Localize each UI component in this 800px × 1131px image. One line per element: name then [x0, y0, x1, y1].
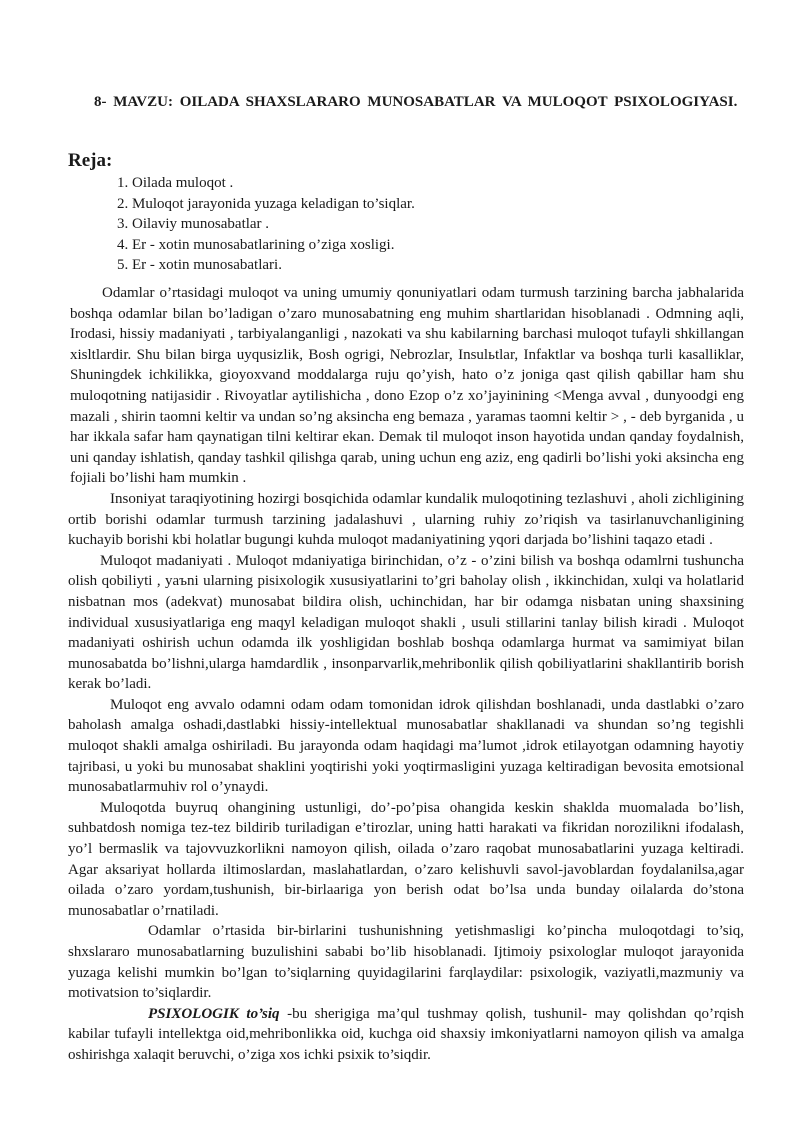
document-title: 8- MAVZU: OILADA SHAXSLARARO MUNOSABATLAR VA MULOQOT PSIXOLOGIYASI. [94, 94, 738, 110]
body-paragraph: Muloqotda buyruq ohangining ustunligi, do’-po’pisa ohangida keskin shaklda muomalada bo’lish, suhbatdosh nomiga tez-tez bildirib turiladigan e’tirozlar, uning hatti harakati va fikridan norozilikni ifodalash, yo’l bermaslik va tajovvuzkorlikni namoyon qilish, oilada o’zaro raqobat munosabatlarini yuzaga keltiradi. Agar aksariyat hollarda iltimoslardan, maslahatlardan, o’zaro kelishuvli savol-javoblardan foydalanilsa,agar oilada o’zaro yordam,tushunish, bir-birlaariga yon berish odat bo’lsa unda bunday oilalarda do’stona munosabatlar o’rnatiladi. [68, 799, 744, 919]
body-paragraph: Odamlar o’rtasida bir-birlarini tushunishning yetishmasligi ko’pincha muloqotdagi to’siq, shxslararo munosabatlarning buzulishini sababi bo’lib hisoblanadi. Ijtimoiy psixologlar muloqot jarayonida yuzaga kelishi mumkin bo’lgan to’siqlarning quyidagilarini farqlaydilar: psixologik, vaziyatli,mazmuniy va motivatsion to’siqlardir. [68, 923, 744, 1002]
body-paragraph: Insoniyat taraqiyotining hozirgi bosqichida odamlar kundalik muloqotining tezlashuvi , aholi zichligining ortib borishi odamlar turmush tarzining jadalashuvi , ularning ruhiy zo’riqish va tasirlanuvchanligining kuchayib borishi kbi holatlar bugungi kuhda muloqot madaniyatining yqori darjada bo’lishini taqazo etadi . [68, 490, 744, 549]
plan-item: 1. Oilada muloqot . [117, 175, 234, 191]
plan-item: 4. Er - xotin munosabatlarining o’ziga xosligi. [117, 236, 395, 253]
term-psixologik-tosiq: PSIXOLOGIK to’siq [148, 1005, 280, 1022]
plan-heading: Reja: [68, 150, 113, 171]
body-paragraph-definition [68, 1004, 744, 1066]
plan-item: 5. Er - xotin munosabatlari. [117, 257, 282, 274]
document-body [68, 283, 744, 1066]
plan-item: 2. Muloqot jarayonida yuzaga keladigan to’siqlar. [117, 195, 415, 212]
plan-list [117, 173, 415, 276]
body-paragraph: Muloqot madaniyati . Muloqot mdaniyatiga birinchidan, o’z - o’zini bilish va boshqa odamlrni tushuncha olish qobiliyti , yaъni ularning pisixologik xususiyatlarini to’gri baholay olish , ikkinchidan, xulqi va holatlarid nisbatnan mos (adekvat) munosabat bildira olish, uchinchidan, har bir odamga nisbatan uning shaxsining individual xususiyatlariga eng maqyl keladigan muloqot shakli , usuli stillarini tanlay bilish kiradi . Muloqot madaniyati oshirish uchun odamda ilk yoshligidan boshlab boshqa odamlarga hurmat va samimiyat bilan munosabatda bo’lishni,ularga hamdardlik , insonparvarlik,mehribonlik qilish qobiliyatlarini shakllantirib borish kerak bo’ladi. [68, 552, 744, 693]
body-paragraph: Odamlar o’rtasidagi muloqot va uning umumiy qonuniyatlari odam turmush tarzining barcha jabhalarida boshqa odamlar bilan bo’ladigan o’zaro munosabatning eng muhim shartlaridan hisoblanadi . Odmning aqli, Irodasi, hissiy madaniyati , tarbiyalanganligi , nazokati va shu kabilarning barchasi muloqot tufayli shkillangan xisltlardir. Shu bilan birga uyqusizlik, Bosh ogrigi, Nebrozlar, Insulьtlar, Infaktlar va boshqa turli kasalliklar, Shuningdek ichkilikka, gioyoxvand moddalarga ruju qo’yish, hato o’z joniga qast qilish qabillar ham shu muloqotning natijasidir . Rivoyatlar aytilishicha , dono Ezop o’z xo’jayinining <Menga avval , dunyoodgi eng mazali , shirin taomni keltir va undan so’ng aksincha eng bemaza , yaramas taomni keltir > , - deb byrganida , u har ikkala safar ham qaynatigan tilni keltirar ekan. Demak til muloqot inson hayotida undan qanday foydalnish, uni qanday ishlatish, qanday tashkil qilishga qarab, uning uchun eng aziz, eng qadirli bo’lishi yoki aksincha eng fojiali bo’lishi ham mumkin . [70, 285, 744, 487]
definition-text: -bu sherigiga ma’qul tushmay qolish, tushunil- may qolishdan qo’rqish kabilar tufayli intellektga oid,mehribonlikka oid, kuchga oid shaxsiy imkoniyatlarni namoyon qilish va amalga oshirishga xalaqit beruvchi, o’ziga xos ichki psixik to’siqdir. [68, 1005, 744, 1063]
plan-item: 3. Oilaviy munosabatlar . [117, 216, 270, 233]
body-paragraph: Muloqot eng avvalo odamni odam odam tomonidan idrok qilishdan boshlanadi, unda dastlabki o’zaro baholash amalga oshadi,dastlabki hissiy-intellektual munosabatlar shakllanadi va shundan so’ng tegishli muloqot shakli amalga oshiriladi. Bu jarayonda odam haqidagi ma’lumot ,idrok etilayotgan odamning hayotiy tajribasi, u yoki bu munosabat shaklini yoqtirishi yoki yoqtirmasligini yuzaga keltiradigan bevosita emotsional munosabatlarmuhiv rol o’ynaydi. [68, 696, 744, 796]
